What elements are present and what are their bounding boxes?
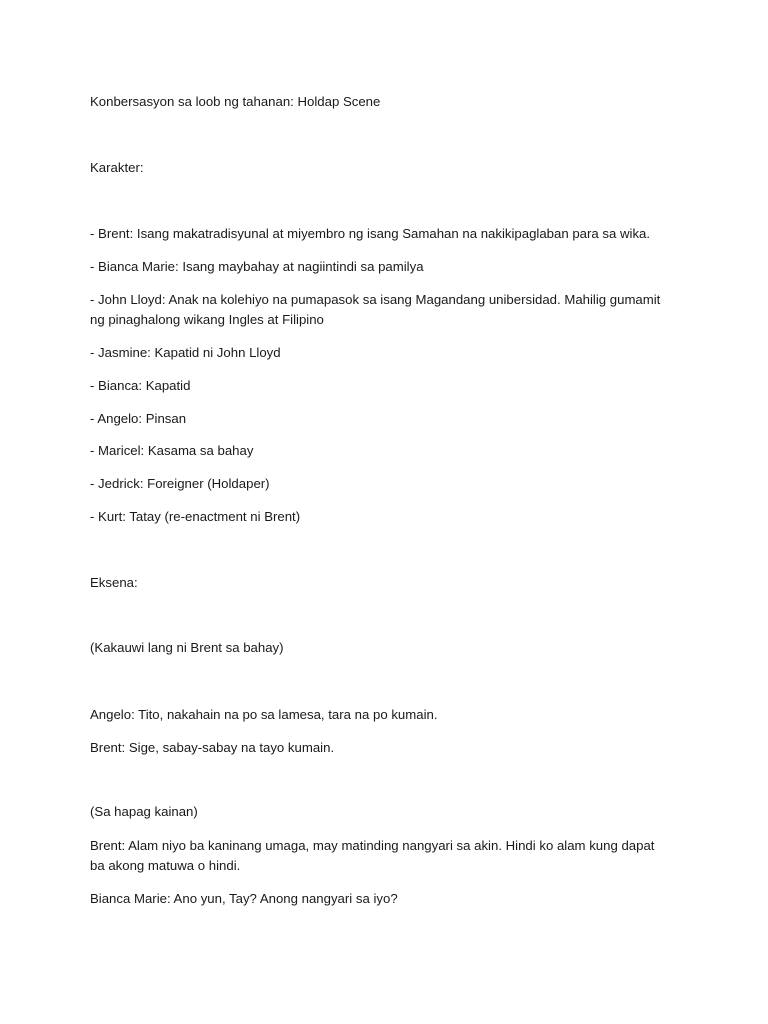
dialogue-line: Bianca Marie: Ano yun, Tay? Anong nangyari sa iyo? — [90, 891, 398, 906]
dialogue-line: Brent: Alam niyo ba kaninang umaga, may matinding nangyari sa akin. Hindi ko alam kung dapat ba akong matuwa o hindi. — [90, 838, 655, 873]
document-title: Konbersasyon sa loob ng tahanan: Holdap Scene — [90, 94, 381, 109]
character-entry: - Jasmine: Kapatid ni John Lloyd — [90, 345, 281, 360]
characters-heading: Karakter: — [90, 160, 144, 175]
character-entry: - Bianca Marie: Isang maybahay at nagiintindi sa pamilya — [90, 259, 424, 274]
character-entry: - Bianca: Kapatid — [90, 378, 191, 393]
character-entry: - Brent: Isang makatradisyunal at miyembro ng isang Samahan na nakikipaglaban para sa wika. — [90, 226, 651, 241]
character-entry: - Jedrick: Foreigner (Holdaper) — [90, 476, 270, 491]
stage-direction: (Sa hapag kainan) — [90, 804, 198, 819]
character-entry: - Angelo: Pinsan — [90, 411, 187, 426]
character-entry: - Maricel: Kasama sa bahay — [90, 443, 254, 458]
dialogue-line: Brent: Sige, sabay-sabay na tayo kumain. — [90, 740, 335, 755]
character-entry: - John Lloyd: Anak na kolehiyo na pumapasok sa isang Magandang unibersidad. Mahilig gumamit ng pinaghalong wikang Ingles at Filipino — [90, 292, 661, 327]
stage-direction: (Kakauwi lang ni Brent sa bahay) — [90, 640, 284, 655]
dialogue-line: Angelo: Tito, nakahain na po sa lamesa, tara na po kumain. — [90, 707, 438, 722]
character-entry: - Kurt: Tatay (re-enactment ni Brent) — [90, 509, 301, 524]
scene-heading: Eksena: — [90, 575, 138, 590]
